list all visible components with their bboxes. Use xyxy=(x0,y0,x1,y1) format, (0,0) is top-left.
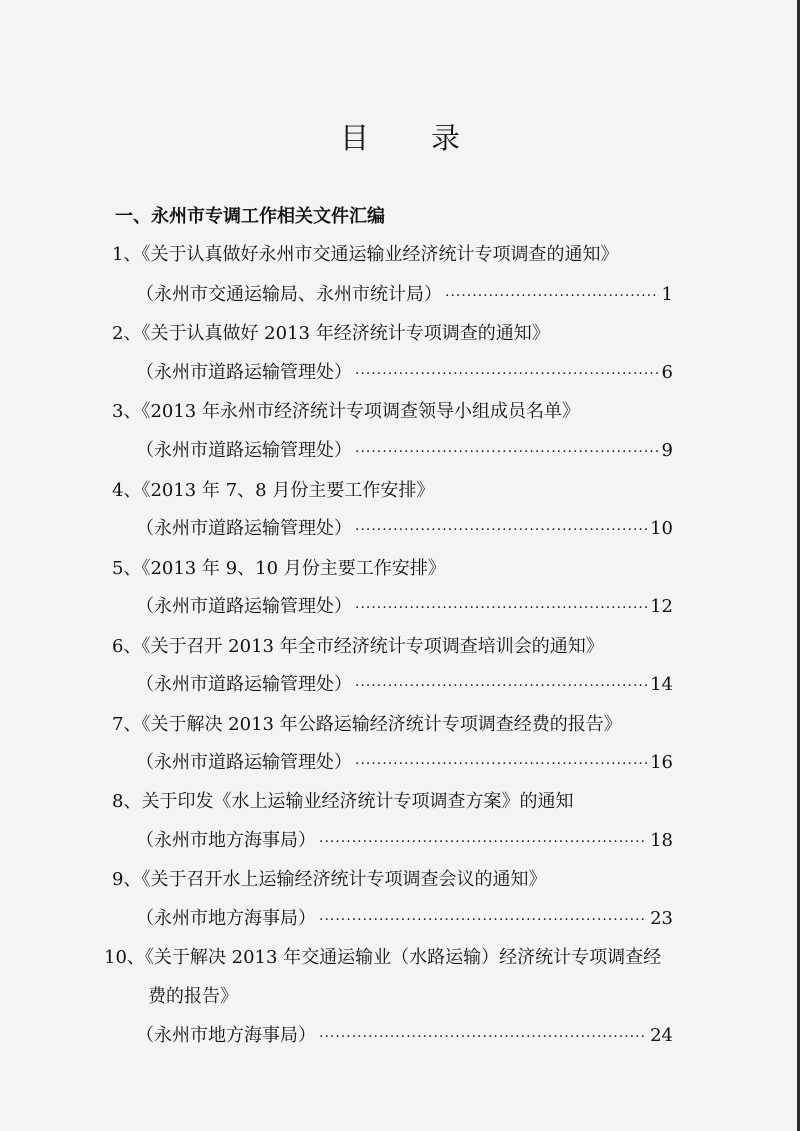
dot-leader xyxy=(355,678,647,694)
toc-entry-page-number: 12 xyxy=(650,596,673,617)
toc-entry-page-number: 6 xyxy=(661,362,673,383)
toc-entry-9-source-line[interactable] xyxy=(136,904,673,930)
toc-entry-7-title[interactable]: 7、《关于解决 2013 年公路运输经济统计专项调查经费的报告》 xyxy=(112,714,622,735)
toc-entry-source: （永州市道路运输管理处） xyxy=(136,674,352,695)
toc-entry-10-source-line[interactable] xyxy=(136,1021,673,1047)
toc-entry-page-number: 16 xyxy=(650,752,673,773)
toc-entry-5-source-line[interactable] xyxy=(136,592,673,618)
toc-entry-7-source-line[interactable] xyxy=(136,748,673,774)
title-char-1: 目 xyxy=(339,121,369,155)
toc-entry-1-title[interactable]: 1、《关于认真做好永州市交通运输业经济统计专项调查的通知》 xyxy=(112,244,619,265)
toc-entry-2-title[interactable]: 2、《关于认真做好 2013 年经济统计专项调查的通知》 xyxy=(112,323,550,344)
toc-entry-5-title[interactable]: 5、《2013 年 9、10 月份主要工作安排》 xyxy=(112,558,446,579)
toc-entry-source: （永州市道路运输管理处） xyxy=(136,752,352,773)
toc-entry-source: （永州市地方海事局） xyxy=(136,908,316,929)
toc-entry-source: （永州市交通运输局、永州市统计局） xyxy=(136,284,442,305)
toc-entry-9-title[interactable]: 9、《关于召开水上运输经济统计专项调查会议的通知》 xyxy=(112,869,547,890)
toc-entry-source: （永州市道路运输管理处） xyxy=(136,596,352,617)
toc-entry-2-source-line[interactable] xyxy=(136,358,673,384)
toc-entry-page-number: 10 xyxy=(650,518,673,539)
dot-leader xyxy=(355,756,647,772)
toc-entry-1-source-line[interactable] xyxy=(136,280,673,306)
toc-entry-source: （永州市地方海事局） xyxy=(136,830,316,851)
toc-entry-10-title-continued[interactable]: 费的报告》 xyxy=(148,986,238,1007)
dot-leader xyxy=(355,522,647,538)
toc-entry-source: （永州市道路运输管理处） xyxy=(136,440,352,461)
toc-entry-page-number: 1 xyxy=(661,284,673,305)
toc-entry-4-title[interactable]: 4、《2013 年 7、8 月份主要工作安排》 xyxy=(112,480,435,501)
toc-entry-page-number: 18 xyxy=(650,830,673,851)
dot-leader xyxy=(319,834,647,850)
toc-entry-4-source-line[interactable] xyxy=(136,514,673,540)
page-title xyxy=(0,116,800,157)
toc-entry-page-number: 14 xyxy=(650,674,673,695)
dot-leader xyxy=(319,1029,647,1045)
toc-entry-source: （永州市道路运输管理处） xyxy=(136,518,352,539)
toc-entry-3-title[interactable]: 3、《2013 年永州市经济统计专项调查领导小组成员名单》 xyxy=(112,401,580,422)
title-char-2: 录 xyxy=(431,121,461,155)
dot-leader xyxy=(319,912,647,928)
toc-entry-3-source-line[interactable] xyxy=(136,436,673,462)
toc-entry-8-title[interactable]: 8、关于印发《水上运输业经济统计专项调查方案》的通知 xyxy=(112,791,574,812)
dot-leader xyxy=(355,444,659,460)
section-heading: 一、永州市专调工作相关文件汇编 xyxy=(115,206,385,227)
toc-entry-8-source-line[interactable] xyxy=(136,826,673,852)
toc-entry-10-title[interactable]: 10、《关于解决 2013 年交通运输业（水路运输）经济统计专项调查经 xyxy=(104,947,662,968)
dot-leader xyxy=(445,288,659,304)
toc-entry-6-title[interactable]: 6、《关于召开 2013 年全市经济统计专项调查培训会的通知》 xyxy=(112,636,604,657)
toc-entry-page-number: 23 xyxy=(650,908,673,929)
toc-entry-page-number: 9 xyxy=(661,440,673,461)
dot-leader xyxy=(355,366,659,382)
toc-entry-source: （永州市道路运输管理处） xyxy=(136,362,352,383)
toc-entry-page-number: 24 xyxy=(650,1025,673,1046)
toc-entry-source: （永州市地方海事局） xyxy=(136,1025,316,1046)
dot-leader xyxy=(355,600,647,616)
toc-entry-6-source-line[interactable] xyxy=(136,670,673,696)
